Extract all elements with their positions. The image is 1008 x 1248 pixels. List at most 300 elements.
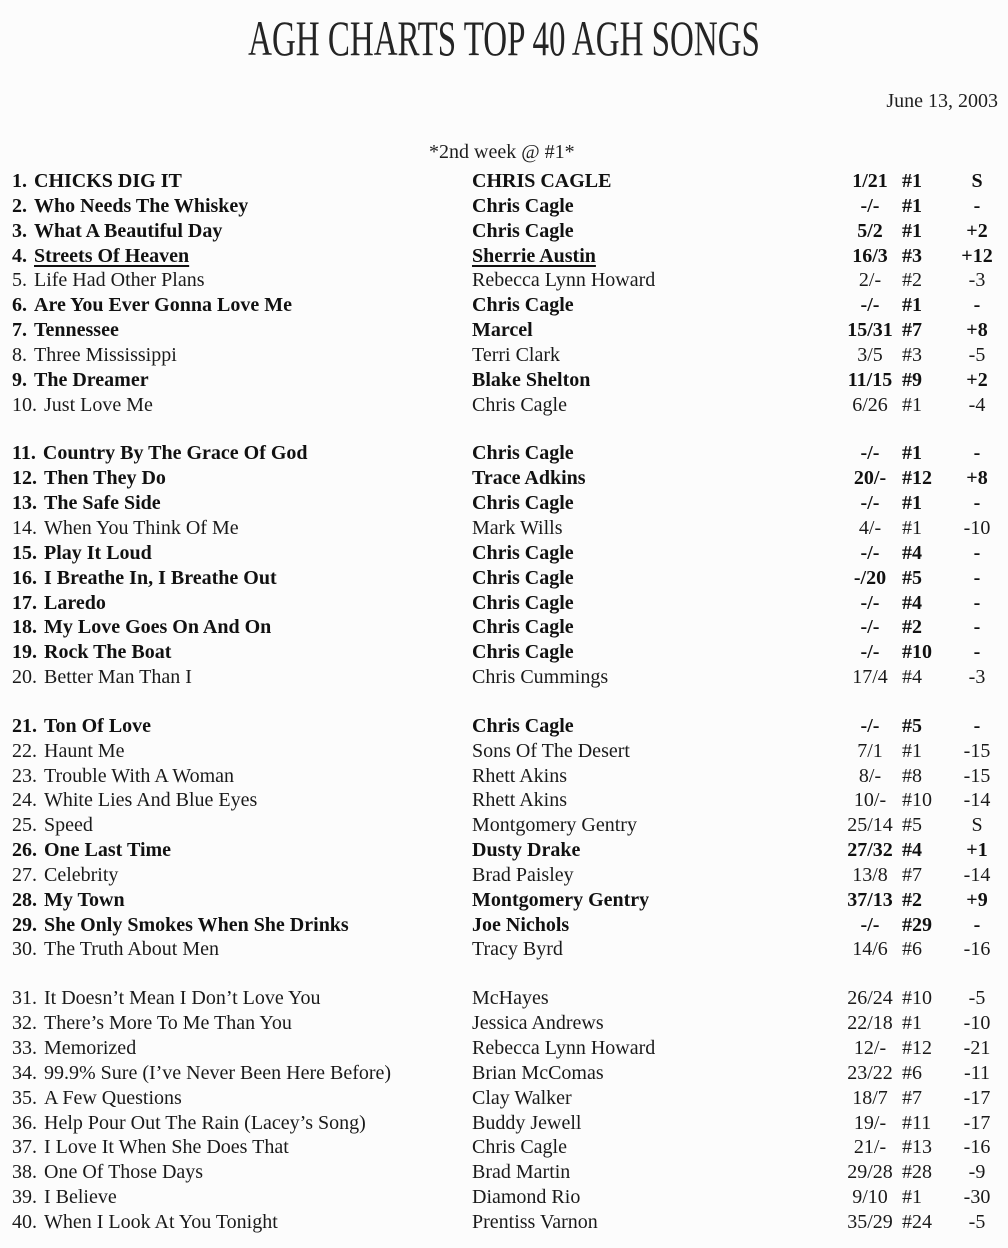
chart-row — [0, 368, 1008, 393]
song-title: Help Pour Out The Rain (Lacey’s Song) — [44, 1111, 366, 1134]
peak-position: #12 — [902, 1037, 932, 1059]
weeks-history: -/- — [860, 714, 880, 737]
rank-number: 8. — [12, 343, 27, 366]
song-title-cell — [12, 268, 472, 293]
rank-number: 18. — [12, 616, 37, 639]
peak-position: #2 — [902, 269, 922, 292]
peak-position: #28 — [902, 1161, 932, 1184]
peak-position: #2 — [902, 616, 922, 639]
song-title-cell — [12, 466, 472, 491]
artist-name: Chris Cagle — [472, 591, 574, 614]
position-change: - — [973, 541, 981, 564]
song-title: Rock The Boat — [44, 641, 172, 664]
peak-position: #24 — [902, 1210, 932, 1233]
song-title: What A Beautiful Day — [34, 219, 223, 242]
artist-name: Chris Cagle — [472, 492, 574, 515]
weeks-history: 8/- — [858, 764, 882, 787]
weeks-history: 22/18 — [847, 1012, 893, 1035]
song-title-cell — [12, 913, 472, 938]
chart-row — [0, 169, 1008, 194]
chart-row — [0, 1061, 1008, 1086]
peak-position: #13 — [902, 1136, 932, 1159]
position-change: -4 — [968, 393, 986, 416]
chart-row — [0, 615, 1008, 640]
chart-row — [0, 838, 1008, 863]
peak-position: #1 — [902, 219, 922, 242]
song-title: My Town — [44, 888, 125, 911]
artist-name: Diamond Rio — [472, 1186, 581, 1209]
song-title: Three Mississippi — [34, 343, 177, 366]
peak-position: #1 — [902, 1012, 922, 1035]
weeks-history: 35/29 — [847, 1210, 893, 1233]
weeks-history: 16/3 — [852, 244, 888, 267]
weeks-history: -/- — [860, 913, 880, 936]
chart-row — [0, 393, 1008, 418]
song-title-cell — [12, 244, 472, 269]
rank-number: 6. — [12, 294, 27, 317]
position-change: -11 — [964, 1061, 990, 1084]
artist-name: Trace Adkins — [472, 467, 586, 490]
song-title: I Breathe In, I Breathe Out — [44, 566, 277, 589]
peak-position: #7 — [902, 1086, 922, 1109]
rank-number: 39. — [12, 1186, 37, 1209]
song-title: Streets Of Heaven — [34, 244, 190, 267]
peak-position: #4 — [902, 666, 922, 689]
peak-position: #3 — [902, 343, 922, 366]
song-title: Trouble With A Woman — [44, 764, 235, 787]
song-title-cell — [12, 615, 472, 640]
chart-row — [0, 1111, 1008, 1136]
song-title: Speed — [44, 814, 93, 837]
weeks-history: 11/15 — [847, 368, 893, 391]
song-title: Memorized — [44, 1037, 137, 1059]
position-change: -21 — [963, 1037, 991, 1059]
song-title: When You Think Of Me — [44, 516, 239, 539]
chart-row — [0, 441, 1008, 466]
song-title-cell — [12, 739, 472, 764]
position-change: -14 — [963, 789, 991, 812]
peak-position: #4 — [902, 591, 922, 614]
position-change: - — [973, 591, 981, 614]
weeks-history: -/- — [860, 492, 880, 515]
rank-number: 23. — [12, 764, 37, 787]
position-change: -9 — [968, 1161, 986, 1184]
peak-position: #1 — [902, 516, 922, 539]
position-change: -17 — [963, 1086, 991, 1109]
peak-position: #4 — [902, 839, 922, 862]
song-title: The Truth About Men — [44, 938, 220, 961]
chart-row — [0, 986, 1008, 1011]
rank-number: 12. — [12, 467, 37, 490]
rank-number: 17. — [12, 591, 37, 614]
weeks-history: 20/- — [853, 467, 887, 490]
artist-name: Rhett Akins — [472, 789, 568, 812]
rank-number: 19. — [12, 641, 37, 664]
song-title-cell — [12, 219, 472, 244]
peak-position: #6 — [902, 1061, 922, 1084]
rank-number: 4. — [12, 244, 27, 267]
artist-name: Chris Cagle — [472, 194, 574, 217]
position-change: - — [973, 616, 981, 639]
position-change: +8 — [966, 319, 988, 342]
artist-name: McHayes — [472, 987, 549, 1010]
weeks-history: 14/6 — [852, 938, 888, 961]
peak-position: #1 — [902, 739, 922, 762]
song-title: Tennessee — [34, 319, 119, 342]
weeks-history: 37/13 — [847, 888, 893, 911]
chart-row — [0, 1086, 1008, 1111]
position-change: +2 — [966, 219, 988, 242]
peak-position: #11 — [902, 1111, 932, 1134]
song-title: I Believe — [44, 1186, 117, 1209]
position-change: S — [971, 814, 983, 837]
song-title-cell — [12, 813, 472, 838]
rank-number: 34. — [12, 1061, 37, 1084]
artist-name: Chris Cagle — [472, 641, 574, 664]
chart-row — [0, 640, 1008, 665]
peak-position: #3 — [902, 244, 922, 267]
weeks-history: 29/28 — [847, 1161, 893, 1184]
position-change: +9 — [966, 888, 988, 911]
song-title-cell — [12, 764, 472, 789]
artist-name: Jessica Andrews — [472, 1012, 604, 1035]
song-title-cell — [12, 393, 472, 418]
song-title: There’s More To Me Than You — [44, 1012, 292, 1035]
rank-number: 14. — [12, 516, 37, 539]
chart-row — [0, 219, 1008, 244]
weeks-history: 3/5 — [857, 343, 883, 366]
peak-position: #5 — [902, 814, 922, 837]
rank-number: 15. — [12, 541, 37, 564]
rank-number: 33. — [12, 1037, 37, 1059]
peak-position: #6 — [902, 938, 922, 961]
chart-row — [0, 541, 1008, 566]
weeks-history: 9/10 — [852, 1186, 888, 1209]
artist-name: Dusty Drake — [472, 839, 581, 862]
artist-name: Clay Walker — [472, 1086, 572, 1109]
weeks-history: 4/- — [858, 516, 882, 539]
artist-name: Prentiss Varnon — [472, 1210, 598, 1233]
artist-name: Marcel — [472, 319, 533, 342]
song-title-cell — [12, 293, 472, 318]
position-change: - — [973, 194, 981, 217]
position-change: S — [971, 170, 983, 192]
weeks-history: -/- — [860, 442, 880, 465]
song-title-cell — [12, 194, 472, 219]
peak-position: #1 — [902, 393, 922, 416]
song-title: Ton Of Love — [44, 714, 152, 737]
chart-row — [0, 1160, 1008, 1185]
rank-number: 10. — [12, 393, 37, 416]
song-title-cell — [12, 516, 472, 541]
position-change: - — [973, 492, 981, 515]
song-title: Country By The Grace Of God — [42, 442, 308, 465]
weeks-history: -/- — [860, 616, 880, 639]
song-title-cell — [12, 1210, 472, 1235]
peak-position: #7 — [902, 319, 922, 342]
weeks-history: 10/- — [853, 789, 887, 812]
position-change: -10 — [963, 516, 991, 539]
peak-position: #10 — [902, 987, 932, 1010]
weeks-history: -/20 — [853, 566, 887, 589]
peak-position: #2 — [902, 888, 922, 911]
song-title: Haunt Me — [44, 739, 125, 762]
peak-position: #29 — [902, 913, 932, 936]
peak-position: #1 — [902, 492, 922, 515]
song-title-cell — [12, 788, 472, 813]
position-change: - — [973, 566, 981, 589]
chart-row — [0, 937, 1008, 962]
rank-number: 29. — [12, 913, 37, 936]
song-title-cell — [12, 591, 472, 616]
rank-number: 1. — [12, 170, 27, 192]
weeks-history: 7/1 — [857, 739, 883, 762]
weeks-history: -/- — [860, 591, 880, 614]
rank-number: 28. — [12, 888, 37, 911]
song-title: When I Look At You Tonight — [44, 1210, 278, 1233]
weeks-history: 15/31 — [847, 319, 893, 342]
position-change: -30 — [963, 1186, 991, 1209]
song-title: A Few Questions — [44, 1086, 182, 1109]
song-title-cell — [12, 1061, 472, 1086]
song-title: She Only Smokes When She Drinks — [44, 913, 349, 936]
rank-number: 38. — [12, 1161, 37, 1184]
chart-list — [0, 169, 1008, 1235]
song-title-cell — [12, 1111, 472, 1136]
rank-number: 16. — [12, 566, 37, 589]
song-title: CHICKS DIG IT — [34, 170, 182, 192]
song-title: It Doesn’t Mean I Don’t Love You — [44, 987, 321, 1010]
weeks-history: 1/21 — [852, 170, 888, 192]
artist-name: Tracy Byrd — [472, 938, 563, 961]
position-change: -15 — [963, 739, 991, 762]
chart-row — [0, 516, 1008, 541]
weeks-history: 27/32 — [847, 839, 893, 862]
artist-name: Buddy Jewell — [472, 1111, 582, 1134]
week-note: *2nd week @ #1* — [429, 141, 575, 163]
position-change: -5 — [968, 343, 986, 366]
peak-position: #7 — [902, 863, 922, 886]
song-title: Who Needs The Whiskey — [34, 194, 249, 217]
weeks-history: 13/8 — [852, 863, 888, 886]
chart-row — [0, 1036, 1008, 1061]
artist-name: Chris Cagle — [472, 541, 574, 564]
weeks-history: 19/- — [853, 1111, 887, 1134]
chart-row — [0, 788, 1008, 813]
song-title: Just Love Me — [44, 393, 153, 416]
artist-name: Rebecca Lynn Howard — [472, 269, 656, 292]
song-title: Life Had Other Plans — [34, 269, 205, 292]
song-title-cell — [12, 1036, 472, 1061]
artist-name: Montgomery Gentry — [472, 888, 650, 911]
chart-row — [0, 913, 1008, 938]
position-change: - — [973, 714, 981, 737]
page-title: AGH CHARTS TOP 40 AGH SONGS — [248, 10, 760, 66]
song-title-cell — [12, 665, 472, 690]
position-change: +12 — [961, 244, 993, 267]
chart-row — [0, 343, 1008, 368]
rank-number: 3. — [12, 219, 27, 242]
artist-name: Mark Wills — [472, 516, 563, 539]
peak-position: #10 — [902, 641, 932, 664]
rank-number: 26. — [12, 839, 37, 862]
song-title-cell — [12, 1011, 472, 1036]
peak-position: #1 — [902, 294, 922, 317]
position-change: -5 — [968, 1210, 986, 1233]
weeks-history: 23/22 — [847, 1061, 893, 1084]
date-label: June 13, 2003 — [886, 90, 998, 112]
rank-number: 13. — [12, 492, 37, 515]
artist-name: Chris Cagle — [472, 714, 574, 737]
artist-name: Brad Paisley — [472, 863, 574, 886]
artist-name: CHRIS CAGLE — [472, 170, 612, 192]
song-title: One Last Time — [44, 839, 172, 862]
chart-row — [0, 194, 1008, 219]
chart-row — [0, 293, 1008, 318]
weeks-history: 26/24 — [847, 987, 893, 1010]
artist-name: Rebecca Lynn Howard — [472, 1037, 656, 1059]
rank-number: 36. — [12, 1111, 37, 1134]
song-title: White Lies And Blue Eyes — [44, 789, 258, 812]
artist-name: Chris Cagle — [472, 616, 574, 639]
weeks-history: 6/26 — [852, 393, 888, 416]
artist-name: Chris Cagle — [472, 566, 574, 589]
song-title-cell — [12, 888, 472, 913]
rank-number: 37. — [12, 1136, 37, 1159]
song-title: Then They Do — [44, 467, 166, 490]
peak-position: #10 — [902, 789, 932, 812]
artist-name: Terri Clark — [472, 343, 561, 366]
peak-position: #8 — [902, 764, 922, 787]
song-title-cell — [12, 491, 472, 516]
position-change: - — [973, 913, 981, 936]
rank-number: 9. — [12, 368, 27, 391]
weeks-history: 2/- — [858, 269, 882, 292]
weeks-history: 18/7 — [852, 1086, 888, 1109]
artist-name: Blake Shelton — [472, 368, 591, 391]
peak-position: #1 — [902, 170, 922, 192]
song-title: My Love Goes On And On — [44, 616, 272, 639]
peak-position: #1 — [902, 442, 922, 465]
weeks-history: -/- — [860, 194, 880, 217]
artist-name: Brian McComas — [472, 1061, 604, 1084]
rank-number: 24. — [12, 789, 37, 812]
chart-row — [0, 1185, 1008, 1210]
position-change: -15 — [963, 764, 991, 787]
weeks-history: 21/- — [853, 1136, 887, 1159]
song-title-cell — [12, 343, 472, 368]
position-change: -5 — [968, 987, 986, 1010]
peak-position: #5 — [902, 566, 922, 589]
peak-position: #5 — [902, 714, 922, 737]
chart-row — [0, 1011, 1008, 1036]
chart-row — [0, 318, 1008, 343]
chart-row — [0, 491, 1008, 516]
rank-number: 5. — [12, 269, 27, 292]
position-change: -16 — [963, 1136, 991, 1159]
position-change: +1 — [966, 839, 988, 862]
song-title: 99.9% Sure (I’ve Never Been Here Before) — [44, 1061, 392, 1084]
song-title: The Safe Side — [44, 492, 161, 515]
position-change: - — [973, 641, 981, 664]
rank-number: 2. — [12, 194, 27, 217]
rank-number: 32. — [12, 1012, 37, 1035]
chart-row — [0, 1210, 1008, 1235]
song-title: Play It Loud — [44, 541, 152, 564]
chart-row — [0, 714, 1008, 739]
position-change: -17 — [963, 1111, 991, 1134]
song-title-cell — [12, 1135, 472, 1160]
rank-number: 11. — [12, 442, 36, 465]
song-title-cell — [12, 838, 472, 863]
artist-name: Chris Cummings — [472, 666, 609, 689]
rank-number: 25. — [12, 814, 37, 837]
weeks-history: -/- — [860, 641, 880, 664]
artist-name: Chris Cagle — [472, 442, 574, 465]
artist-name: Chris Cagle — [472, 1136, 567, 1159]
position-change: - — [973, 294, 981, 317]
chart-row — [0, 665, 1008, 690]
song-title-cell — [12, 1086, 472, 1111]
rank-number: 21. — [12, 714, 37, 737]
rank-number: 40. — [12, 1210, 37, 1233]
peak-position: #12 — [902, 467, 932, 490]
position-change: +2 — [966, 368, 988, 391]
artist-name: Sons Of The Desert — [472, 739, 630, 762]
weeks-history: 5/2 — [857, 219, 883, 242]
rank-number: 22. — [12, 739, 37, 762]
chart-row — [0, 466, 1008, 491]
weeks-history: -/- — [860, 294, 880, 317]
chart-row — [0, 863, 1008, 888]
rank-number: 30. — [12, 938, 37, 961]
song-title-cell — [12, 1185, 472, 1210]
song-title-cell — [12, 937, 472, 962]
rank-number: 20. — [12, 666, 37, 689]
chart-row — [0, 813, 1008, 838]
song-title-cell — [12, 1160, 472, 1185]
peak-position: #9 — [902, 368, 922, 391]
position-change: +8 — [966, 467, 988, 490]
song-title: Are You Ever Gonna Love Me — [34, 294, 292, 317]
song-title-cell — [12, 441, 472, 466]
song-title-cell — [12, 714, 472, 739]
position-change: -10 — [963, 1012, 991, 1035]
song-title-cell — [12, 566, 472, 591]
song-title: Better Man Than I — [44, 666, 192, 689]
song-title-cell — [12, 169, 472, 194]
song-title: Laredo — [44, 591, 106, 614]
rank-number: 7. — [12, 319, 27, 342]
song-title-cell — [12, 863, 472, 888]
song-title: I Love It When She Does That — [44, 1136, 289, 1159]
artist-name: Joe Nichols — [472, 913, 570, 936]
peak-position: #1 — [902, 194, 922, 217]
song-title-cell — [12, 986, 472, 1011]
position-change: - — [973, 442, 981, 465]
rank-number: 31. — [12, 987, 37, 1010]
peak-position: #1 — [902, 1186, 922, 1209]
song-title-cell — [12, 541, 472, 566]
artist-name: Brad Martin — [472, 1161, 571, 1184]
weeks-history: 25/14 — [847, 814, 893, 837]
chart-row — [0, 591, 1008, 616]
chart-row — [0, 268, 1008, 293]
chart-row — [0, 566, 1008, 591]
song-title: The Dreamer — [34, 368, 149, 391]
artist-name: Montgomery Gentry — [472, 814, 637, 837]
artist-name: Rhett Akins — [472, 764, 568, 787]
